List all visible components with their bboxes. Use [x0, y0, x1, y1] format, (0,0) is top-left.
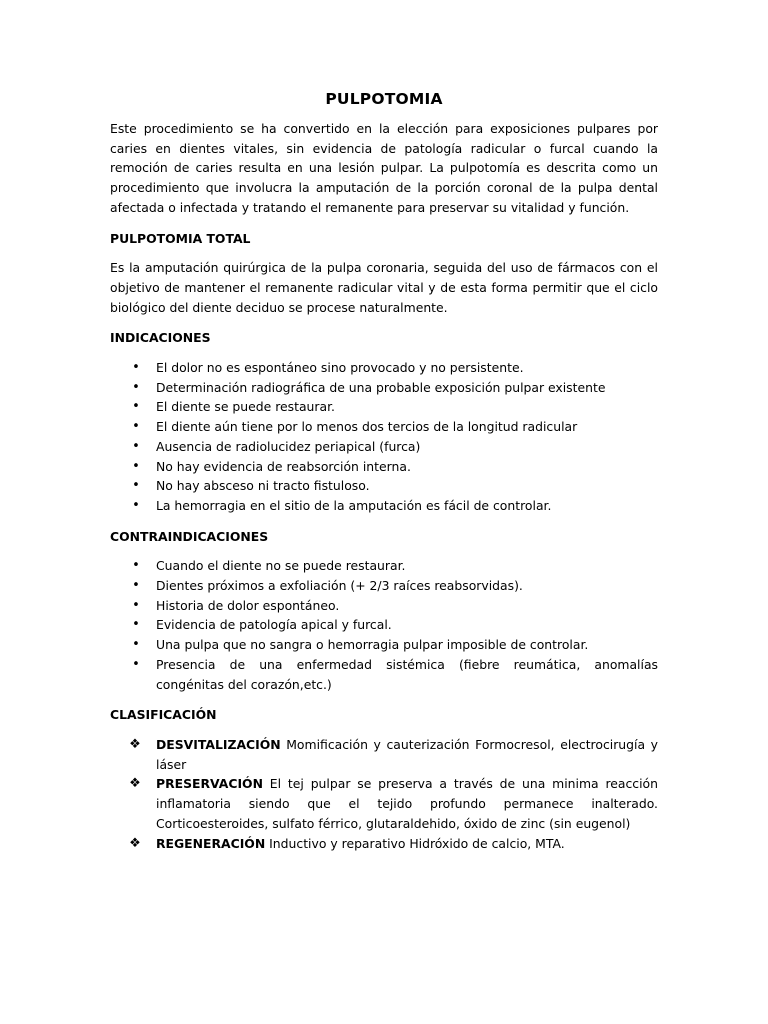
list-item	[110, 378, 658, 398]
bullet-icon: •	[132, 360, 140, 376]
list-item-text: Presencia de una enfermedad sistémica (fiebre reumática, anomalías congénitas del corazón,etc.)	[156, 656, 658, 692]
diamond-bullet-icon: ❖	[129, 776, 141, 792]
classification-description: Inductivo y reparativo Hidróxido de calcio, MTA.	[265, 835, 565, 851]
bullet-icon: •	[132, 558, 140, 574]
classification-term: PRESERVACIÓN	[156, 776, 263, 792]
bullet-icon: •	[132, 379, 140, 395]
list-item-text: El diente se puede restaurar.	[156, 399, 335, 415]
list-item	[110, 397, 658, 417]
bullet-icon: •	[132, 656, 140, 672]
section-heading-contraindicaciones: CONTRAINDICACIONES	[110, 528, 269, 544]
document-body	[110, 88, 658, 853]
section-heading-clasificacion: CLASIFICACIÓN	[110, 707, 217, 723]
list-item	[110, 774, 658, 833]
list-item	[110, 496, 658, 516]
list-item	[110, 615, 658, 635]
bullet-icon: •	[132, 399, 140, 415]
document-title: PULPOTOMIA	[325, 90, 443, 108]
list-item-text: La hemorragia en el sitio de la amputación es fácil de controlar.	[156, 497, 552, 513]
list-item	[110, 655, 658, 694]
bullet-icon: •	[132, 617, 140, 633]
list-item	[110, 596, 658, 616]
list-item-text: Determinación radiográfica de una probable exposición pulpar existente	[156, 379, 606, 395]
bullet-icon: •	[132, 478, 140, 494]
list-item-text: Evidencia de patología apical y furcal.	[156, 617, 392, 633]
list-item-text: Una pulpa que no sangra o hemorragia pulpar imposible de controlar.	[156, 637, 589, 653]
indicaciones-list	[110, 358, 658, 516]
list-item-text: Historia de dolor espontáneo.	[156, 597, 340, 613]
list-item	[110, 834, 658, 854]
bullet-icon: •	[132, 438, 140, 454]
bullet-icon: •	[132, 578, 140, 594]
list-item	[110, 556, 658, 576]
bullet-icon: •	[132, 419, 140, 435]
contraindicaciones-list	[110, 556, 658, 694]
bullet-icon: •	[132, 597, 140, 613]
list-item	[110, 437, 658, 457]
bullet-icon: •	[132, 458, 140, 474]
classification-term: DESVITALIZACIÓN	[156, 736, 281, 752]
list-item-text: Cuando el diente no se puede restaurar.	[156, 558, 406, 574]
list-item	[110, 576, 658, 596]
list-item	[110, 476, 658, 496]
bullet-icon: •	[132, 497, 140, 513]
list-item	[110, 635, 658, 655]
list-item-text: El dolor no es espontáneo sino provocado y no persistente.	[156, 360, 524, 376]
clasificacion-list	[110, 735, 658, 853]
list-item	[110, 358, 658, 378]
classification-description: El tej pulpar se preserva a través de una minima reacción inflamatoria siendo que el tejido profundo permanece inalterado. Corticoesteroides, sulfato férrico, glutaraldehido, óxido de zinc (sin eugenol)	[156, 776, 658, 831]
diamond-bullet-icon: ❖	[129, 835, 141, 851]
pulpotomia-total-paragraph: Es la amputación quirúrgica de la pulpa coronaria, seguida del uso de fármacos con el objetivo de mantener el remanente radicular vital y de esta forma permitir que el ciclo biológico del diente deciduo se procese naturalmente.	[110, 260, 658, 315]
list-item-text: No hay absceso ni tracto fistuloso.	[156, 478, 370, 494]
classification-description: Momificación y cauterización Formocresol, electrocirugía y láser	[156, 736, 658, 772]
bullet-icon: •	[132, 637, 140, 653]
list-item	[110, 457, 658, 477]
list-item	[110, 417, 658, 437]
diamond-bullet-icon: ❖	[129, 736, 141, 752]
classification-term: REGENERACIÓN	[156, 835, 266, 851]
intro-paragraph: Este procedimiento se ha convertido en la elección para exposiciones pulpares por caries en dientes vitales, sin evidencia de patología radicular o furcal cuando la remoción de caries resulta en una lesión pulpar. La pulpotomía es descrita como un procedimiento que involucra la amputación de la porción coronal de la pulpa dental afectada o infectada y tratando el remanente para preservar su vitalidad y función.	[110, 121, 658, 215]
section-heading-indicaciones: INDICACIONES	[110, 330, 211, 346]
list-item	[110, 735, 658, 774]
list-item-text: Ausencia de radiolucidez periapical (furca)	[156, 438, 421, 454]
list-item-text: El diente aún tiene por lo menos dos tercios de la longitud radicular	[156, 419, 578, 435]
list-item-text: No hay evidencia de reabsorción interna.	[156, 458, 411, 474]
list-item-text: Dientes próximos a exfoliación (+ 2/3 raíces reabsorvidas).	[156, 578, 523, 594]
section-heading-pulpotomia-total: PULPOTOMIA TOTAL	[110, 230, 251, 246]
